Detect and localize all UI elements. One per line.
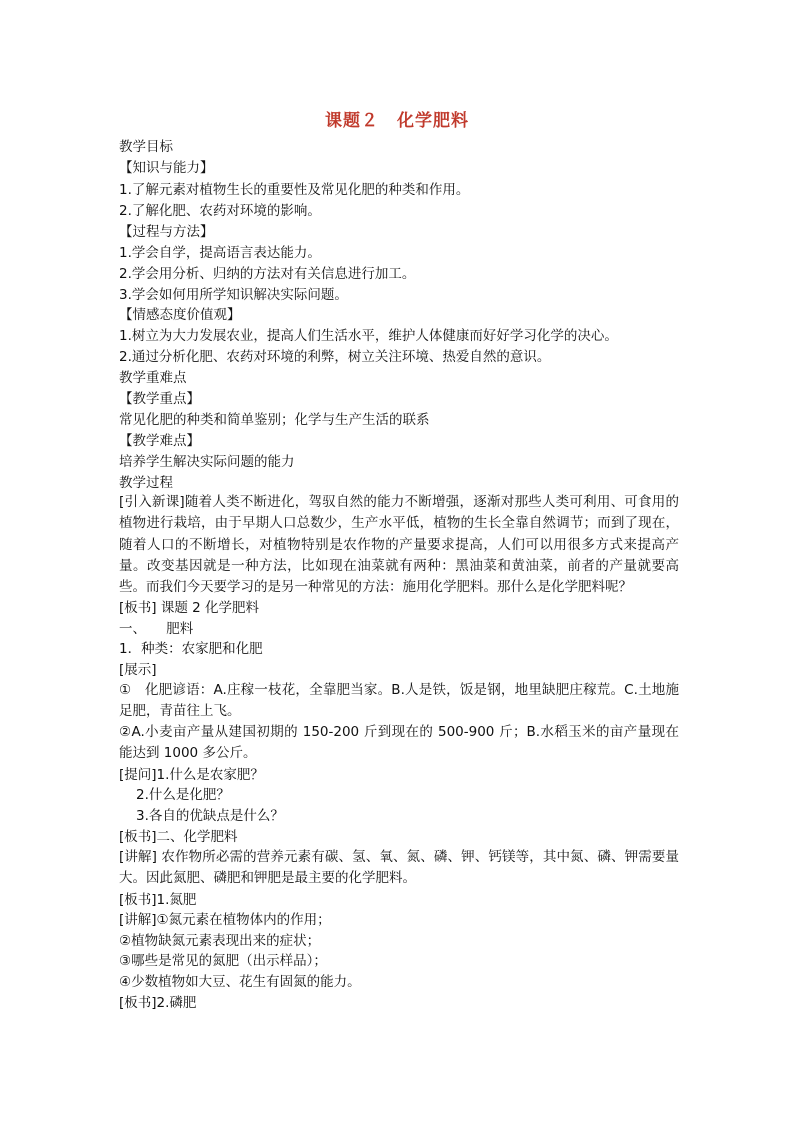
text-line: 1．种类：农家肥和化肥 xyxy=(119,641,263,657)
section-heading-process: 教学过程 xyxy=(119,475,173,491)
subheading-process: 【过程与方法】 xyxy=(119,224,214,240)
text-line: 2.了解化肥、农药对环境的影响。 xyxy=(119,203,321,219)
text-line: ④少数植物如大豆、花生有固氮的能力。 xyxy=(119,974,361,990)
text-line: [板书] 课题 2 化学肥料 xyxy=(119,600,259,616)
section-heading-key-points: 教学重难点 xyxy=(119,370,187,386)
text-line: 培养学生解决实际问题的能力 xyxy=(119,454,295,470)
text-line: [板书]2.磷肥 xyxy=(119,995,197,1011)
lecture-paragraph: [讲解] 农作物所必需的营养元素有碳、氢、氧、氮、磷、钾、钙镁等，其中氮、磷、钾需要量大。因此氮肥、磷肥和钾肥是最主要的化学肥料。 xyxy=(119,849,679,887)
subheading-knowledge: 【知识与能力】 xyxy=(119,160,214,176)
text-line: 3.学会如何用所学知识解决实际问题。 xyxy=(119,287,348,303)
text-line: 1.树立为大力发展农业，提高人们生活水平，维护人体健康而好好学习化学的决心。 xyxy=(119,328,618,344)
text-line: 常见化肥的种类和简单鉴别；化学与生产生活的联系 xyxy=(119,412,430,428)
subheading-key-point: 【教学重点】 xyxy=(119,391,200,407)
text-line: [板书]1.氮肥 xyxy=(119,892,197,908)
text-line: ②植物缺氮元素表现出来的症状； xyxy=(119,933,321,949)
show-item-2: ②A.小麦亩产量从建国初期的 150-200 斤到现在的 500-900 斤；B.水稻玉米的亩产量现在能达到 1000 多公斤。 xyxy=(119,724,679,762)
text-line: 1.了解元素对植物生长的重要性及常见化肥的种类和作用。 xyxy=(119,182,470,198)
intro-paragraph: [引入新课]随着人类不断进化，驾驭自然的能力不断增强，逐渐对那些人类可利用、可食用的植物进行栽培，由于早期人口总数少，生产水平低，植物的生长全靠自然调节；而到了现在，随着人口的不断增长，对植物特别是农作物的产量要求提高，人们可以用很多方式来提高产量。改变基因就是一种方法，比如现在油菜就有两种：黑油菜和黄油菜，前者的产量就要高些。而我们今天要学习的是另一种常见的方法：施用化学肥料。那什么是化学肥料呢？ xyxy=(119,494,679,596)
show-item-1: ① 化肥谚语：A.庄稼一枝花，全靠肥当家。B.人是铁，饭是钢，地里缺肥庄稼荒。C.土地施足肥，青苗往上飞。 xyxy=(119,682,679,720)
text-line: 2.学会用分析、归纳的方法对有关信息进行加工。 xyxy=(119,266,416,282)
page-title: 课题２ 化学肥料 xyxy=(325,111,469,131)
text-line: 一、 肥料 xyxy=(119,621,194,637)
text-line: [提问]1.什么是农家肥？ xyxy=(119,767,264,783)
text-line: 2.什么是化肥？ xyxy=(136,787,230,803)
subheading-values: 【情感态度价值观】 xyxy=(119,307,241,323)
text-line: 3.各自的优缺点是什么？ xyxy=(136,808,284,824)
text-line: [讲解]①氮元素在植物体内的作用； xyxy=(119,912,331,928)
text-line: 1.学会自学，提高语言表达能力。 xyxy=(119,245,321,261)
text-line: [展示] xyxy=(119,662,157,678)
text-line: [板书]二、化学肥料 xyxy=(119,829,238,845)
subheading-difficulty: 【教学难点】 xyxy=(119,433,200,449)
text-line: ③哪些是常见的氮肥（出示样品）； xyxy=(119,953,327,969)
text-line: 2.通过分析化肥、农药对环境的利弊，树立关注环境、热爱自然的意识。 xyxy=(119,349,551,365)
section-heading-objectives: 教学目标 xyxy=(119,139,173,155)
